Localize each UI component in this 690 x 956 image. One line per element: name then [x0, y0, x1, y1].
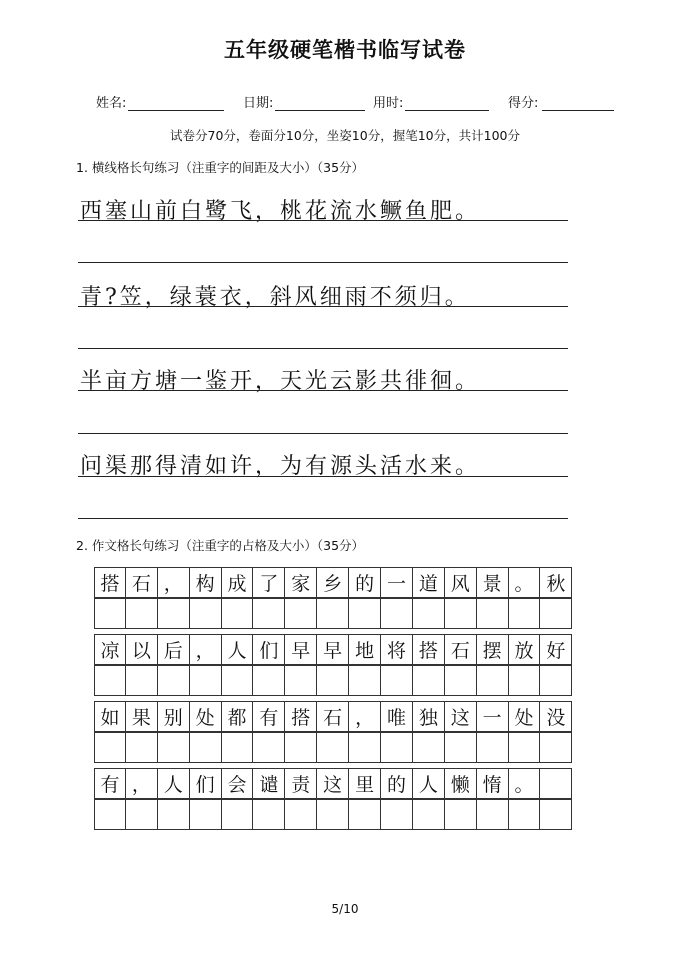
grid-cell: 好: [540, 634, 572, 665]
grid-row-model: [94, 768, 572, 799]
grid-cell: 人: [222, 634, 254, 665]
grid-cell: 景: [477, 567, 509, 598]
grid-cell[interactable]: [94, 665, 126, 696]
grid-cell[interactable]: [445, 598, 477, 629]
grid-cell: 构: [190, 567, 222, 598]
grid-cell: 责: [285, 768, 317, 799]
grid-cell[interactable]: [190, 799, 222, 830]
grid-cell: 早: [317, 634, 349, 665]
grid-cell[interactable]: [222, 732, 254, 763]
grid-cell: 早: [285, 634, 317, 665]
grid-cell: 没: [540, 701, 572, 732]
composition-grid: [94, 567, 572, 835]
grid-cell[interactable]: [285, 732, 317, 763]
grid-cell[interactable]: [349, 665, 381, 696]
grid-cell: 懒: [445, 768, 477, 799]
grid-cell[interactable]: [445, 799, 477, 830]
grid-cell: 以: [126, 634, 158, 665]
grid-cell[interactable]: [445, 665, 477, 696]
grid-row-model: [94, 567, 572, 598]
grid-cell[interactable]: [126, 665, 158, 696]
grid-cell: ，: [126, 768, 158, 799]
grid-cell[interactable]: [509, 732, 541, 763]
grid-cell: 有: [253, 701, 285, 732]
grid-cell[interactable]: [94, 598, 126, 629]
grid-cell[interactable]: [126, 598, 158, 629]
score-blank[interactable]: [542, 90, 614, 111]
grid-cell[interactable]: [349, 732, 381, 763]
grid-cell: 放: [509, 634, 541, 665]
grid-cell: ，: [158, 567, 190, 598]
grid-cell: 的: [349, 567, 381, 598]
grid-cell[interactable]: [158, 732, 190, 763]
time-field: [373, 90, 489, 111]
writing-line: [78, 390, 568, 391]
writing-line: [78, 220, 568, 221]
grid-cell: 道: [413, 567, 445, 598]
grid-cell: 搭: [413, 634, 445, 665]
grid-cell: 处: [509, 701, 541, 732]
grid-cell: 一: [477, 701, 509, 732]
grid-cell[interactable]: [540, 732, 572, 763]
grid-cell: 人: [158, 768, 190, 799]
grid-cell: 风: [445, 567, 477, 598]
score-note: 试卷分70分，卷面分10分，坐姿10分，握笔10分，共计100分: [170, 128, 520, 143]
grid-cell: 。: [509, 768, 541, 799]
grid-cell: 石: [317, 701, 349, 732]
grid-cell: 会: [222, 768, 254, 799]
writing-line: [78, 518, 568, 519]
grid-cell[interactable]: [413, 598, 445, 629]
grid-cell[interactable]: [509, 799, 541, 830]
grid-cell: 石: [126, 567, 158, 598]
grid-cell[interactable]: [477, 732, 509, 763]
time-label: 用时:: [373, 96, 404, 111]
time-blank[interactable]: [405, 90, 489, 111]
grid-cell: 惰: [477, 768, 509, 799]
grid-cell: 独: [413, 701, 445, 732]
grid-cell[interactable]: [285, 665, 317, 696]
grid-cell[interactable]: [285, 598, 317, 629]
grid-cell[interactable]: [317, 732, 349, 763]
grid-cell[interactable]: [477, 799, 509, 830]
grid-cell: 的: [381, 768, 413, 799]
grid-row-practice: [94, 799, 572, 830]
grid-cell[interactable]: [381, 665, 413, 696]
grid-cell[interactable]: [317, 665, 349, 696]
grid-cell[interactable]: [349, 799, 381, 830]
grid-cell[interactable]: [222, 598, 254, 629]
grid-cell[interactable]: [477, 665, 509, 696]
grid-cell[interactable]: [413, 665, 445, 696]
page-title: 五年级硬笔楷书临写试卷: [224, 38, 466, 62]
grid-cell: 果: [126, 701, 158, 732]
section2-title: 2. 作文格长句练习（注重字的占格及大小）（35分）: [76, 538, 365, 553]
grid-cell[interactable]: [317, 598, 349, 629]
grid-cell[interactable]: [222, 799, 254, 830]
grid-cell[interactable]: [317, 799, 349, 830]
grid-cell: 处: [190, 701, 222, 732]
practice-line-4: 问渠那得清如许，为有源头活水来。: [80, 454, 481, 479]
name-label: 姓名:: [96, 96, 127, 111]
practice-line-3: 半亩方塘一鉴开，天光云影共徘徊。: [80, 369, 481, 394]
practice-line-2: 青?笠，绿蓑衣，斜风细雨不须归。: [80, 285, 470, 310]
grid-cell[interactable]: [381, 799, 413, 830]
grid-cell: 们: [253, 634, 285, 665]
writing-line: [78, 262, 568, 263]
grid-cell[interactable]: [126, 732, 158, 763]
grid-cell[interactable]: [477, 598, 509, 629]
grid-cell: [540, 768, 572, 799]
grid-cell: 里: [349, 768, 381, 799]
grid-cell[interactable]: [222, 665, 254, 696]
writing-line: [78, 476, 568, 477]
grid-cell: 地: [349, 634, 381, 665]
grid-cell[interactable]: [190, 598, 222, 629]
grid-cell: 将: [381, 634, 413, 665]
grid-cell[interactable]: [158, 665, 190, 696]
grid-cell: 。: [509, 567, 541, 598]
date-label: 日期:: [243, 96, 274, 111]
grid-row-model: [94, 634, 572, 665]
grid-cell: 都: [222, 701, 254, 732]
date-blank[interactable]: [275, 90, 365, 111]
grid-cell[interactable]: [509, 665, 541, 696]
writing-line: [78, 348, 568, 349]
grid-cell[interactable]: [190, 665, 222, 696]
grid-cell: 谴: [253, 768, 285, 799]
grid-cell: 石: [445, 634, 477, 665]
writing-line: [78, 433, 568, 434]
grid-cell: 有: [94, 768, 126, 799]
grid-cell[interactable]: [253, 665, 285, 696]
grid-cell[interactable]: [413, 799, 445, 830]
page-number: 5/10: [331, 902, 359, 916]
grid-cell: 摆: [477, 634, 509, 665]
grid-cell[interactable]: [158, 799, 190, 830]
grid-cell[interactable]: [158, 598, 190, 629]
grid-cell[interactable]: [381, 732, 413, 763]
grid-cell: 成: [222, 567, 254, 598]
grid-cell: 搭: [94, 567, 126, 598]
grid-cell[interactable]: [445, 732, 477, 763]
grid-row-practice: [94, 665, 572, 696]
grid-cell[interactable]: [413, 732, 445, 763]
grid-cell: 秋: [540, 567, 572, 598]
grid-cell[interactable]: [540, 799, 572, 830]
grid-cell[interactable]: [540, 665, 572, 696]
grid-cell: 凉: [94, 634, 126, 665]
grid-cell[interactable]: [253, 598, 285, 629]
name-field: [96, 90, 224, 111]
grid-cell: 别: [158, 701, 190, 732]
grid-cell: 乡: [317, 567, 349, 598]
grid-row-practice: [94, 732, 572, 763]
grid-cell: 这: [317, 768, 349, 799]
grid-cell[interactable]: [253, 799, 285, 830]
grid-cell: 人: [413, 768, 445, 799]
grid-cell[interactable]: [349, 598, 381, 629]
score-field: [508, 90, 614, 111]
grid-cell[interactable]: [190, 732, 222, 763]
grid-cell[interactable]: [94, 732, 126, 763]
grid-cell: ，: [190, 634, 222, 665]
grid-cell: 一: [381, 567, 413, 598]
grid-cell[interactable]: [253, 732, 285, 763]
grid-cell: 如: [94, 701, 126, 732]
grid-cell: 搭: [285, 701, 317, 732]
grid-cell: ，: [349, 701, 381, 732]
grid-cell[interactable]: [540, 598, 572, 629]
section1-title: 1. 横线格长句练习（注重字的间距及大小）（35分）: [76, 160, 365, 175]
score-label: 得分:: [508, 96, 539, 111]
writing-line: [78, 306, 568, 307]
date-field: [243, 90, 365, 111]
grid-cell: 唯: [381, 701, 413, 732]
grid-row-practice: [94, 598, 572, 629]
grid-cell: 这: [445, 701, 477, 732]
grid-cell[interactable]: [381, 598, 413, 629]
grid-cell[interactable]: [94, 799, 126, 830]
grid-cell: 家: [285, 567, 317, 598]
grid-cell[interactable]: [285, 799, 317, 830]
grid-cell: 了: [253, 567, 285, 598]
grid-cell: 后: [158, 634, 190, 665]
grid-row-model: [94, 701, 572, 732]
name-blank[interactable]: [128, 90, 224, 111]
grid-cell[interactable]: [126, 799, 158, 830]
practice-line-1: 西塞山前白鹭飞，桃花流水鳜鱼肥。: [80, 199, 481, 224]
grid-cell: 们: [190, 768, 222, 799]
grid-cell[interactable]: [509, 598, 541, 629]
